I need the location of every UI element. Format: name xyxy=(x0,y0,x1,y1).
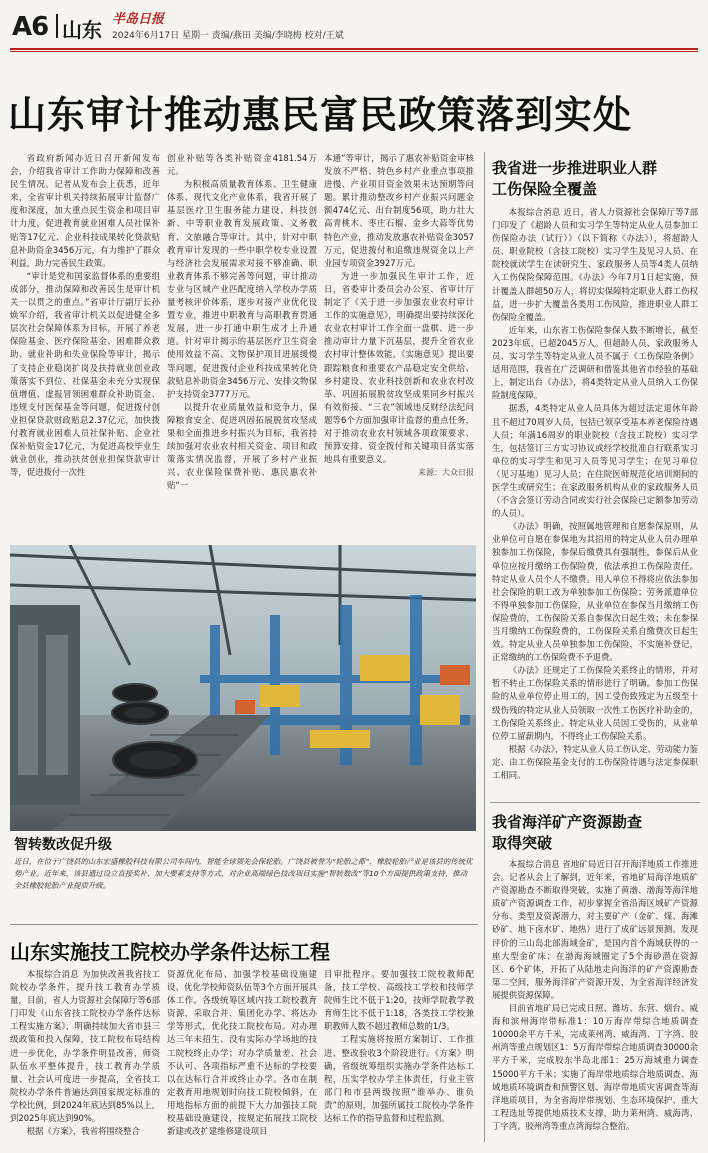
paragraph: “审计是党和国家监督体系的重要组成部分，推动保障和改善民生是审计机关一以贯之的重点。”省审计厅副厅长孙焕军介绍，我省审计机关以促进健全多层次社会保障体系为目标，开展了养老保险基金、医疗保险基金、困难群众救助、就业补助和失业保险等审计，揭示了支持企业稳岗扩岗及扶持就业创业政策落实不到位、社保基金未充分实现保值增值、虚报冒领困难群众补助资金、违规支付医保基金等问题，促进拨付创业担保贷款财政贴息2.37亿元，加快拨付教育就业困难人员社保补贴、企业社保补贴资金17亿元，为促进高校毕业生就业创业，推动扶贫创业担保贷款审计等，促进拨付一次性 xyxy=(10,270,160,478)
newspaper-logo: 半岛日报 xyxy=(112,12,165,27)
side-story-1-body xyxy=(492,206,698,798)
paragraph: 目前省地矿局已完成日照、潍坊、东营、烟台、威海和滨州海岸带标准1：10万海岸带综合地质调查10000余平方千米，完成莱州湾、威海湾、丁字湾、胶州湾等重点规划区1：5万海岸带综合地质调查30000余平方千米，完成胶东半岛北部1：25万海域重力调查15000平方千米；实施了海岸带地质综合地质调查、海域地质环境调查和预警区划、海岸带地质灾害调查等海洋地质项目，为全省海岸带规划、生态环境保护、重大工程选址等提供地质技术支撑，助力莱州湾、威海湾、丁字湾、胶州湾等重点湾海综合整治。 xyxy=(492,1003,698,1131)
paragraph: 目审批程序。要加强技工院校教师配备，技工学校、高级技工学校和技师学院师生比不低于1:20，技师学院教学教育师生比不低于1:18，各类技工学校兼职教师人数不超过教师总数的1/3。 xyxy=(324,969,474,1032)
masthead xyxy=(0,0,708,46)
paragraph: 近年来，山东省工伤保险参保人数不断增长，截至2023年底，已超2045万人。但超龄人员、家政服务人员、实习学生等特定从业人员不属于《工伤保险条例》适用范围，我省在广泛调研和借鉴其他省市经验的基础上，制定出台《办法》，将4类特定从业人员纳入工伤保险制度保障。 xyxy=(492,324,698,401)
paragraph: 以提升农业质量效益和竞争力，保障粮食安全、促进巩固拓展脱贫攻坚成果和全面推进乡村振兴为目标，我省持续加强对农业农村相关资金、项目和政策落实情况监督，开展了乡村产业振兴、农业保险保费补贴、惠民惠农补贴“一 xyxy=(167,401,317,491)
photo-caption-title: 智转数改促升级 xyxy=(14,837,112,853)
bottom-story-col1 xyxy=(10,968,160,1148)
title-line: 我省海洋矿产资源勘查 xyxy=(492,813,643,831)
tire-factory-illustration xyxy=(10,545,476,831)
paragraph: 为进一步加强民生审计工作，近日，省委审计委员会办公室、省审计厅制定了《关于进一步加强农业农村审计工作的实施意见》，明确提出要持续深化农业农村审计工作全面一盘棋、进一步推动审计力量下沉基层，提升全省农业农村审计整体效能。《实施意见》提出要跟踪粮食和重要农产品稳定安全供给、乡村建设、农业科技创新和农业农村改革、巩固拓展脱贫攻坚成果同乡村振兴有效衔接、“三农”领域违反财经法纪问题等6个方面加强审计监督的重点任务，对于推动农业农村领域各项政策要求、预算安排、资金拨付和关键项目落实落地具有重要意义。 xyxy=(324,270,474,465)
paragraph: 创业补贴等各类补贴资金4181.54万元。 xyxy=(167,153,317,177)
paragraph: 为积极高质量教育体系、卫生健康体系、现代文化产业体系，我省开展了基层医疗卫生服务能力建设、科技创新、中等职业教育发展政策、义务教育、文旅融合等审计。其中，针对中职教育审计发现的一些中职学校专业设置与经济社会发展需求对接不够准确、职业教育体系不够完善等问题，审计推动专业与区域产业匹配度纳入学校办学质量考核评价体系，逐步对接产业优化设置专业，推进中职教育与高职教育贯通发展，进一步打通中职生成才上升通道。针对审计揭示的基层医疗卫生资金使用效益不高、文物保护项目进展缓慢等问题，促进拨付企业科技成果转化贷款贴息补助资金3456万元、安排文物保护支持资金3777万元。 xyxy=(167,179,317,399)
paragraph: 本报综合消息 省地矿局近日召开海洋地质工作推进会。记者从会上了解到，近年来，省地矿局海洋地质矿产资源勘查不断取得突破，实施了黄渤、渤海等海洋地质矿产资源调查工作，初步掌握全省沿海区域矿产资源分布、类型及资源潜力，对主要矿产（金矿、煤、海滩砂矿、地下卤水矿、地热）进行了成矿远景预测。发现评价的三山岛北部海域金矿，是国内首个海域获得的一座大型金矿床；在渤海海域圈定了5个海砂潜在资源区、6个矿体，开拓了从陆地走向海洋的矿产资源勘查第二空间，服务海洋矿产资源开发，为全省海洋经济发展提供资源保障。 xyxy=(492,859,698,1000)
bottom-story-col3 xyxy=(324,968,474,1148)
paragraph: 根据《办法》，特定从业人员工伤认定、劳动能力鉴定、由工伤保险基金支付的工伤保险待遇与法定参保职工相同。 xyxy=(492,743,698,781)
paragraph: 本通”等审计，揭示了惠农补贴资金审核发放不严格、特色乡村产业重点事项推进慢、产业项目资金效果未达预期等问题。累计推动整改乡村产业振兴问题金额474亿元、出台制度56项，助力壮大高青桃木、枣庄石榴、金乡大蒜等优势特色产业，推动发放惠农补贴资金3057万元，促进拨付和追缴违规资金以上产业园专项资金3927万元。 xyxy=(324,153,474,268)
paragraph: 资源优化布局、加强学校基础设施建设、优化学校师资队伍等3个方面开展具体工作。各级统筹区域内技工院校教育资源，采取合并、集团化办学、将达办学等形式，优化技工院校布局。对办理达三年未招生、没有实际办学场地的技工院校终止办学；对办学质量差、社会不认可、各项指标严重不达标的学校要以在达标行合并或终止办学。各市在制定教育用地规划时向技工院校倾斜，在用地指标方面的前提下大力加强技工院校基础设施建设，按规定拓展技工院校新建或改扩建维修建设项目 xyxy=(167,969,317,1137)
section-divider xyxy=(10,924,478,925)
paragraph: 《办法》明确，按照属地管理和自愿参保原则，从业单位可自愿在参保地为其招用的特定从业人员办理单独参加工伤保险，参保后缴费具有强制性，参保后从业单位应按月缴纳工伤保险费，依法承担工伤保险责任。特定从业人员个人不缴费。用人单位不得将应依法参加社会保险的职工改为单独参加工伤保险；劳务派遣单位不得单独参加工伤保险，从业单位在参保当月缴纳工伤保险费的，工伤保险关系自参保次日起生效；未在参保当月缴纳工伤保险费的，工伤保险关系自缴费次日起生效。特定从业人员单独参加工伤保险，不实施补登记，正常缴纳的工伤保险费不予退费。 xyxy=(492,521,698,663)
main-story-col3 xyxy=(324,152,474,540)
paragraph: 省政府新闻办近日召开新闻发布会，介绍我省审计工作助力保障和改善民生情况。记者从发布会上获悉，近年来，全省审计机关持续拓展审计监督广度和深度，加大重点民生资金和项目审计力度，促进教育就业困难人员社保补贴等17亿元、企业科技成果转化贷款贴息补助资金3456万元，有力维护了群众利益，助力完善民生政策。 xyxy=(10,153,160,268)
section-divider xyxy=(490,802,700,803)
main-story-col1 xyxy=(10,152,160,540)
title-line: 取得突破 xyxy=(492,834,553,852)
main-headline: 山东审计推动惠民富民政策落到实处 xyxy=(8,92,633,137)
bottom-story-headline: 山东实施技工院校办学条件达标工程 xyxy=(10,940,330,964)
side-story-2-title xyxy=(492,812,642,854)
section-name: 山东 xyxy=(62,18,102,42)
main-story-col2 xyxy=(167,152,317,540)
header-rule xyxy=(10,48,698,50)
column-divider xyxy=(484,152,485,1142)
photo-caption-text: 近日，在位于广饶县的山东宏盛橡胶科技有限公司车间内，智能全球领先会保轮胎。广饶县被誉为“轮胎之都”，橡胶轮胎产业是该县的传统优势产业。近年来，该县通过设立直接奖补、加大要素支持等方式，对企业高端绿色技改项目实施“智转数改”等10个方面提供政策支持，推动全县橡胶轮胎产业提质升级。 xyxy=(14,857,473,890)
side-story-2-body xyxy=(492,858,698,1148)
page-number: A6 xyxy=(12,12,49,42)
paragraph: 本报综合消息 为加快改善我省技工院校办学条件，提升技工教育办学质量，目前，省人力资源社会保障厅等6部门印发《山东省技工院校办学条件达标工程实施方案》，明确持续加大省市县三级政策和投入保障，技工院校布局结构进一步优化，办学条件明显改善，师资队伍水平整体提升，技工教育办学质量、社会认可度进一步提高，全省技工院校办学条件普遍达到国家规定标准的学校比例，到2024年底达到85%以上，到2025年底达到90%。 xyxy=(10,969,160,1124)
paragraph: 据悉，4类特定从业人员具体为超过法定退休年龄且不超过70周岁人员，包括已领享受基本养老保险待遇人员；年满16周岁的职业院校（含技工院校）实习学生，包括签订三方实习协议或经学校批准自行联系实习单位的实习学生和见习人员等见习学生；在见习单位（见习基地）见习人员；在住院医师规范化培训期间的医学生或研究生；在家政服务机构从业的家政服务人员（不含会签订劳动合同或实行社会保险已定额参加劳动的人员）。 xyxy=(492,403,698,519)
paragraph: 本报综合消息 近日，省人力资源社会保障厅等7部门印发了《超龄人员和实习学生等特定从业人员参加工伤保险办法（试行）》（以下简称《办法》），将超龄人员、职业院校（含技工院校）实习学生及见习人员、在院校就读学生在读研究生、家政服务人员等4类人员纳入工伤保险保障范围。《办法》今年7月1日起实施，预计覆盖人群超50万人，将切实保障特定职业人群工伤权益，进一步扩大覆盖各类用工伤风险，推进职业人群工伤保险全覆盖。 xyxy=(492,207,698,322)
paragraph: 《办法》还规定了工伤保险关系终止的情形，并对暂不转止工伤保险关系的情形进行了明确。参加工伤保险的从业单位停止用工的，因工受伤致残定为五级至十级伤残的特定从业人员领取一次性工伤医疗补助金的，工伤保险关系终止。特定从业人员因工受伤的，从业单位停工留薪期内，不得终止工伤保险关系。 xyxy=(492,665,698,741)
date-line: 2024年6月17日 星期一 责编/燕田 美编/李晓梅 校对/王斌 xyxy=(112,31,344,41)
paragraph: 工程实施将按照方案制订、工作推进、整改验收3个阶段进行。《方案》明确，省级统筹组织实施办学条件达标工程，压实学校办学主体责任，行业主管部门和市县两级按照“谁举办、谁负责”的原则，加强所属技工院校办学条件达标工作的指导监督和过程监测。 xyxy=(324,1034,474,1124)
header-rule-thin xyxy=(10,51,698,52)
header-separator xyxy=(56,14,58,38)
paragraph: 根据《方案》，我省将围绕整合 xyxy=(26,1126,140,1137)
story-source: 来源：大众日报 xyxy=(418,468,474,478)
title-line: 我省进一步推进职业人群 xyxy=(492,159,658,177)
side-story-1-title xyxy=(492,158,657,200)
factory-photo xyxy=(10,545,476,831)
bottom-story-col2 xyxy=(167,968,317,1148)
title-line: 工伤保险全覆盖 xyxy=(492,180,598,198)
